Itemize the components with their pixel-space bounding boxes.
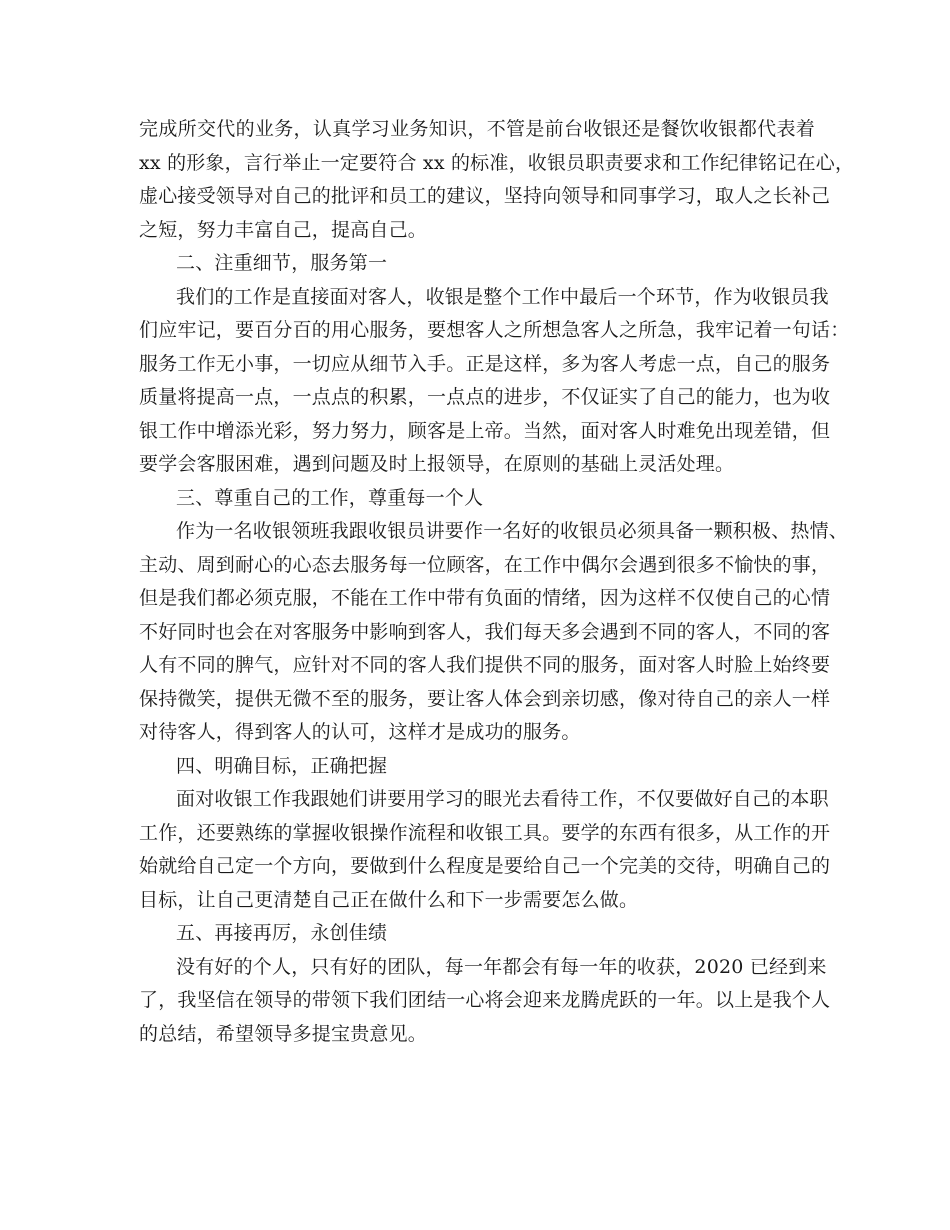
section-heading: 三、尊重自己的工作，尊重每一个人 bbox=[176, 486, 484, 509]
section-heading: 五、再接再厉，永创佳绩 bbox=[176, 922, 388, 944]
paragraph-line: 虚心接受领导对自己的批评和员工的建议，坚持向领导和同事学习，取人之长补己 bbox=[139, 185, 831, 207]
paragraph-line: 不好同时也会在对客服务中影响到客人，我们每天多会遇到不同的客人，不同的客 bbox=[139, 620, 831, 643]
paragraph-line: 目标，让自己更清楚自己正在做什么和下一步需要怎么做。 bbox=[139, 888, 639, 911]
paragraph-line: 的总结，希望领导多提宝贵意见。 bbox=[139, 1022, 428, 1045]
paragraph-line: 银工作中增添光彩，努力努力，顾客是上帝。当然，面对客人时难免出现差错，但 bbox=[139, 419, 831, 442]
paragraph-line: 工作，还要熟练的掌握收银操作流程和收银工具。要学的东西有很多，从工作的开 bbox=[139, 821, 831, 844]
paragraph-line: 完成所交代的业务，认真学习业务知识，不管是前台收银还是餐饮收银都代表着 bbox=[139, 118, 815, 140]
paragraph-line: 了，我坚信在领导的带领下我们团结一心将会迎来龙腾虎跃的一年。以上是我个人 bbox=[139, 989, 831, 1011]
paragraph-line: 没有好的个人，只有好的团队，每一年都会有每一年的收获，2020 已经到来 bbox=[176, 955, 827, 978]
section-heading: 二、注重细节，服务第一 bbox=[176, 252, 388, 274]
paragraph-line: 之短，努力丰富自己，提高自己。 bbox=[139, 218, 428, 241]
paragraph-line: 我们的工作是直接面对客人，收银是整个工作中最后一个环节，作为收银员我 bbox=[176, 285, 829, 308]
paragraph-line: xx 的形象，言行举止一定要符合 xx 的标准，收银员职责要求和工作纪律铭记在心， bbox=[139, 151, 855, 174]
document-body bbox=[139, 113, 855, 1051]
paragraph-line: 对待客人，得到客人的认可，这样才是成功的服务。 bbox=[139, 721, 581, 743]
paragraph-line: 服务工作无小事，一切应从细节入手。正是这样，多为客人考虑一点，自己的服务 bbox=[139, 352, 831, 375]
paragraph-line: 始就给自己定一个方向，要做到什么程度是要给自己一个完美的交待，明确自己的 bbox=[139, 855, 831, 877]
paragraph-line: 要学会客服困难，遇到问题及时上报领导，在原则的基础上灵活处理。 bbox=[139, 453, 735, 475]
paragraph-line: 保持微笑，提供无微不至的服务，要让客人体会到亲切感，像对待自己的亲人一样 bbox=[139, 687, 831, 710]
paragraph-line: 们应牢记，要百分百的用心服务，要想客人之所想急客人之所急，我牢记着一句话： bbox=[139, 319, 850, 341]
paragraph-line: 作为一名收银领班我跟收银员讲要作一名好的收银员必须具备一颗积极、热情、 bbox=[176, 520, 849, 542]
paragraph-line: 面对收银工作我跟她们讲要用学习的眼光去看待工作，不仅要做好自己的本职 bbox=[176, 788, 829, 810]
paragraph-line: 但是我们都必须克服，不能在工作中带有负面的情绪，因为这样不仅使自己的心情 bbox=[139, 587, 831, 609]
section-heading: 四、明确目标，正确把握 bbox=[176, 754, 388, 777]
paragraph-line: 质量将提高一点，一点点的积累，一点点的进步，不仅证实了自己的能力，也为收 bbox=[139, 386, 831, 408]
paragraph-line: 主动、周到耐心的心态去服务每一位顾客，在工作中偶尔会遇到很多不愉快的事， bbox=[139, 553, 831, 576]
paragraph-line: 人有不同的脾气，应针对不同的客人我们提供不同的服务，面对客人时脸上始终要 bbox=[139, 654, 831, 676]
